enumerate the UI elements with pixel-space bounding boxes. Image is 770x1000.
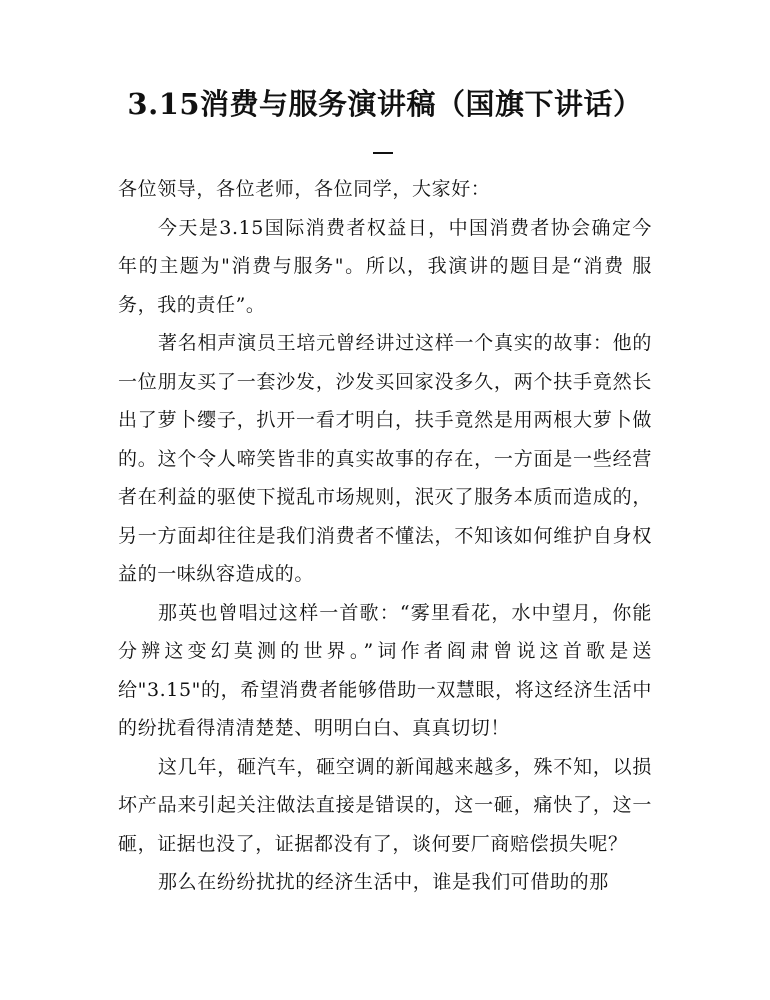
body-paragraph: 那英也曾唱过这样一首歌：“雾里看花，水中望月，你能分辨这变幻莫测的世界。”词作者阎肃曾说这首歌是送给"3.15"的，希望消费者能够借助一双慧眼，将这经济生活中的纷扰看得清清楚楚、明明白白、真真切切！: [118, 601, 652, 739]
body-paragraph: 著名相声演员王培元曾经讲过这样一个真实的故事：他的一位朋友买了一套沙发，沙发买回家没多久，两个扶手竟然长出了萝卜缨子，扒开一看才明白，扶手竟然是用两根大萝卜做的。这个令人啼笑皆非的真实故事的存在，一方面是一些经营者在利益的驱使下搅乱市场规则，泯灭了服务本质而造成的，另一方面却往往是我们消费者不懂法，不知该如何维护自身权益的一味纵容造成的。: [118, 332, 652, 585]
body-paragraph: 那么在纷纷扰扰的经济生活中，谁是我们可借助的那: [158, 871, 609, 893]
page-title: 3.15消费与服务演讲稿（国旗下讲话）: [127, 87, 643, 121]
document-body: [118, 170, 652, 902]
body-paragraph: 今天是3.15国际消费者权益日，中国消费者协会确定今年的主题为"消费与服务"。所以，我演讲的题目是“消费 服务，我的责任”。: [118, 216, 652, 316]
title-dash: [373, 152, 393, 154]
greeting-paragraph: 各位领导，各位老师，各位同学，大家好：: [118, 178, 491, 200]
body-paragraph: 这几年，砸汽车，砸空调的新闻越来越多，殊不知，以损坏产品来引起关注做法直接是错误的，这一砸，痛快了，这一砸，证据也没了，证据都没有了，谈何要厂商赔偿损失呢？: [118, 755, 652, 855]
